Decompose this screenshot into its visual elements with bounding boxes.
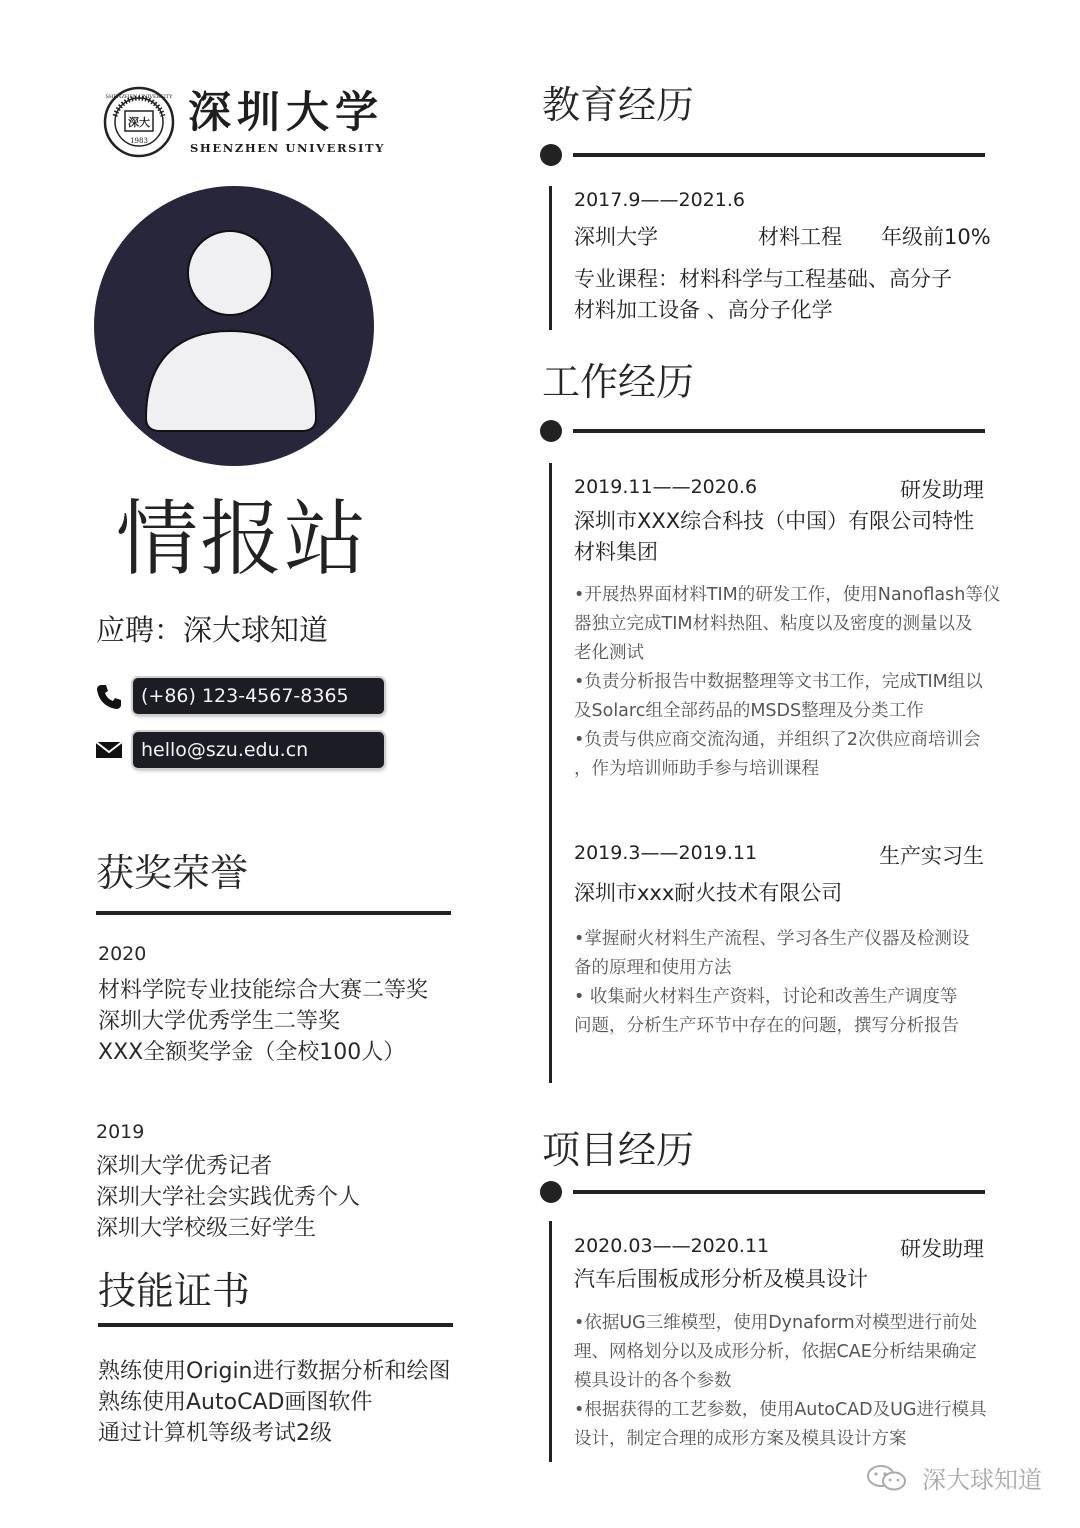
awards-divider — [96, 911, 451, 915]
detail-line: •依据UG三维模型，使用Dynaform对模型进行前处 — [574, 1313, 978, 1333]
award-item: 深圳大学优秀记者 — [96, 1154, 273, 1179]
award-year: 2019 — [96, 1121, 145, 1143]
course-line: 专业课程：材料科学与工程基础、高分子 — [574, 267, 952, 291]
education-rank: 年级前10% — [881, 225, 991, 249]
work-details — [574, 581, 1000, 784]
university-name-en: SHENZHEN UNIVERSITY — [190, 141, 386, 155]
project-timeline-line — [549, 1221, 552, 1462]
award-list — [98, 975, 428, 1068]
detail-line: 模具设计的各个参数 — [574, 1371, 732, 1391]
awards-section-title: 获奖荣誉 — [96, 851, 249, 895]
skill-item: 熟练使用Origin进行数据分析和绘图 — [98, 1359, 451, 1384]
detail-line: •根据获得的工艺参数，使用AutoCAD及UG进行模具 — [574, 1400, 987, 1420]
university-name-cn: 深圳大学 — [188, 88, 384, 138]
work-bullet-dot — [540, 420, 562, 442]
company-line: 材料集团 — [574, 540, 658, 564]
project-name: 汽车后围板成形分析及模具设计 — [574, 1267, 868, 1291]
education-date: 2017.9——2021.6 — [574, 189, 745, 211]
project-section-title: 项目经历 — [542, 1128, 695, 1172]
award-item: 深圳大学优秀学生二等奖 — [98, 1009, 341, 1034]
award-item: 深圳大学校级三好学生 — [96, 1216, 317, 1241]
award-item: XXX全额奖学金（全校100人） — [98, 1040, 406, 1065]
award-item: 深圳大学社会实践优秀个人 — [96, 1185, 361, 1210]
work-date: 2019.3——2019.11 — [574, 842, 758, 864]
work-company — [574, 878, 842, 909]
email-address[interactable]: hello@szu.edu.cn — [133, 732, 384, 768]
work-divider — [573, 429, 985, 433]
watermark-text: 深大球知道 — [922, 1466, 1042, 1494]
candidate-name: 情报站 — [116, 492, 369, 587]
skill-item: 熟练使用AutoCAD画图软件 — [98, 1390, 373, 1415]
skill-item: 通过计算机等级考试2级 — [98, 1421, 332, 1446]
detail-line: •负责分析报告中数据整理等文书工作，完成TIM组以 — [574, 672, 983, 692]
project-role: 研发助理 — [900, 1237, 984, 1261]
detail-line: 及Solarc组全部药品的MSDS整理及分类工作 — [574, 701, 924, 721]
detail-line: 设计，制定合理的成形方案及模具设计方案 — [574, 1429, 907, 1449]
detail-line: 器独立完成TIM材料热阻、粘度以及密度的测量以及 — [574, 614, 973, 634]
education-major: 材料工程 — [758, 225, 842, 249]
project-divider — [573, 1190, 985, 1194]
work-date: 2019.11——2020.6 — [574, 476, 758, 498]
wechat-icon — [866, 1463, 908, 1493]
company-line: 深圳市XXX综合科技（中国）有限公司特性 — [574, 509, 975, 533]
work-company — [574, 506, 974, 568]
education-divider — [573, 153, 985, 157]
education-bullet-dot — [540, 144, 562, 166]
job-application-title: 应聘：深大球知道 — [96, 613, 329, 647]
company-line: 深圳市xxx耐火技术有限公司 — [574, 881, 843, 905]
detail-line: 问题，分析生产环节中存在的问题，撰写分析报告 — [574, 1016, 959, 1036]
seal-center-text: 深大 — [128, 116, 150, 129]
work-role: 生产实习生 — [879, 844, 984, 868]
award-year: 2020 — [98, 943, 147, 965]
award-item: 材料学院专业技能综合大赛二等奖 — [98, 978, 429, 1003]
work-timeline-line — [549, 463, 552, 1083]
education-section-title: 教育经历 — [542, 83, 695, 127]
work-section-title: 工作经历 — [542, 360, 695, 404]
project-details — [574, 1309, 987, 1454]
detail-line: •开展热界面材料TIM的研发工作，使用Nanoflash等仪 — [574, 585, 1001, 605]
user-silhouette-icon — [94, 186, 374, 466]
project-bullet-dot — [540, 1181, 562, 1203]
detail-line: •掌握耐火材料生产流程、学习各生产仪器及检测设 — [574, 929, 970, 949]
course-line: 材料加工设备 、高分子化学 — [574, 298, 833, 322]
phone-number[interactable]: (+86) 123-4567-8365 — [133, 678, 384, 714]
work-details — [574, 925, 969, 1041]
detail-line: • 收集耐火材料生产资料，讨论和改善生产调度等 — [574, 987, 958, 1007]
phone-icon — [95, 683, 123, 711]
seal-top-text: SHENZHEN UNIVERSITY — [105, 94, 173, 100]
education-courses — [574, 264, 952, 326]
education-timeline-line — [549, 186, 552, 330]
detail-line: •负责与供应商交流沟通，并组织了2次供应商培训会 — [574, 730, 981, 750]
skills-divider — [98, 1323, 453, 1327]
detail-line: 老化测试 — [574, 643, 644, 663]
skills-section-title: 技能证书 — [98, 1269, 251, 1313]
envelope-icon — [95, 740, 123, 760]
education-school: 深圳大学 — [574, 225, 658, 249]
award-list — [96, 1151, 360, 1244]
project-date: 2020.03——2020.11 — [574, 1235, 770, 1257]
detail-line: 备的原理和使用方法 — [574, 958, 732, 978]
detail-line: ，作为培训师助手参与培训课程 — [574, 759, 819, 779]
seal-year: 1983 — [130, 137, 148, 145]
skills-list — [98, 1356, 451, 1449]
work-role: 研发助理 — [900, 478, 984, 502]
detail-line: 理、网格划分以及成形分析，依据CAE分析结果确定 — [574, 1342, 977, 1362]
university-seal-logo — [103, 86, 175, 158]
